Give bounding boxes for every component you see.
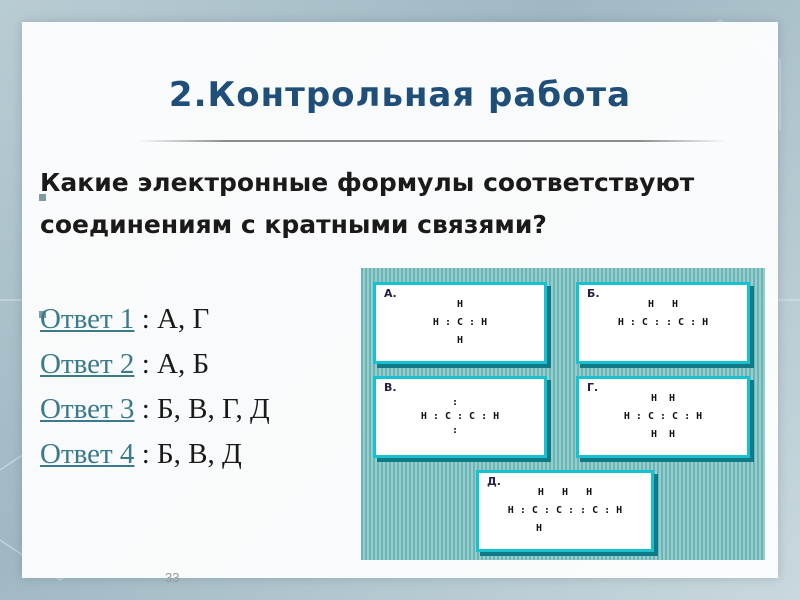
question-text: Какие электронные формулы соответствуют соединениям с кратными связями? xyxy=(40,168,695,239)
formula-card-a xyxy=(373,282,547,364)
formula-d-top: H H H xyxy=(537,487,593,498)
answer-1-link[interactable]: Ответ 1 xyxy=(40,303,135,335)
formula-label-d: Д. xyxy=(487,475,501,488)
formula-label-v: В. xyxy=(384,381,397,394)
formula-a-middle: H : C : H xyxy=(432,317,488,328)
answer-item xyxy=(40,387,270,432)
answer-item xyxy=(40,342,270,387)
answers-list xyxy=(40,297,270,477)
formula-b-middle: H : C : : C : H xyxy=(617,317,709,328)
answer-item xyxy=(40,432,270,477)
formula-label-a: А. xyxy=(384,287,397,300)
formula-g-middle: H : C : C : H xyxy=(623,411,703,422)
formula-b-top: H H xyxy=(647,299,679,310)
answer-3-link[interactable]: Ответ 3 xyxy=(40,393,135,425)
formula-v-middle: H : C : C : H xyxy=(420,411,500,422)
formula-card-g xyxy=(576,376,750,458)
formula-g-bottom: H H xyxy=(650,429,676,440)
formula-a-top: H xyxy=(456,299,464,310)
answer-3-options: : Б, В, Г, Д xyxy=(134,393,270,425)
formula-card-d xyxy=(476,470,654,552)
formulas-panel xyxy=(361,268,765,560)
formula-a-bottom: H xyxy=(456,335,464,346)
page-number: 33 xyxy=(165,570,180,585)
title-divider xyxy=(137,140,727,142)
formula-d-bottom: H xyxy=(535,523,543,534)
formula-v-dots-top: : xyxy=(451,397,459,408)
answer-4-link[interactable]: Ответ 4 xyxy=(40,438,135,470)
answer-4-options: : Б, В, Д xyxy=(134,438,242,470)
formula-card-v xyxy=(373,376,547,458)
formula-label-g: Г. xyxy=(587,381,599,394)
formula-card-b xyxy=(576,282,750,364)
answer-2-link[interactable]: Ответ 2 xyxy=(40,348,135,380)
answer-item xyxy=(40,297,270,342)
answer-2-options: : А, Б xyxy=(134,348,210,380)
answer-1-options: : А, Г xyxy=(134,303,210,335)
formula-g-top: H H xyxy=(650,393,676,404)
formula-v-dots-bottom: : xyxy=(451,425,459,436)
formula-label-b: Б. xyxy=(587,287,600,300)
formula-d-middle: H : C : C : : C : H xyxy=(507,505,623,516)
slide-title: 2.Контрольная работа xyxy=(168,75,632,115)
slide xyxy=(22,22,778,585)
